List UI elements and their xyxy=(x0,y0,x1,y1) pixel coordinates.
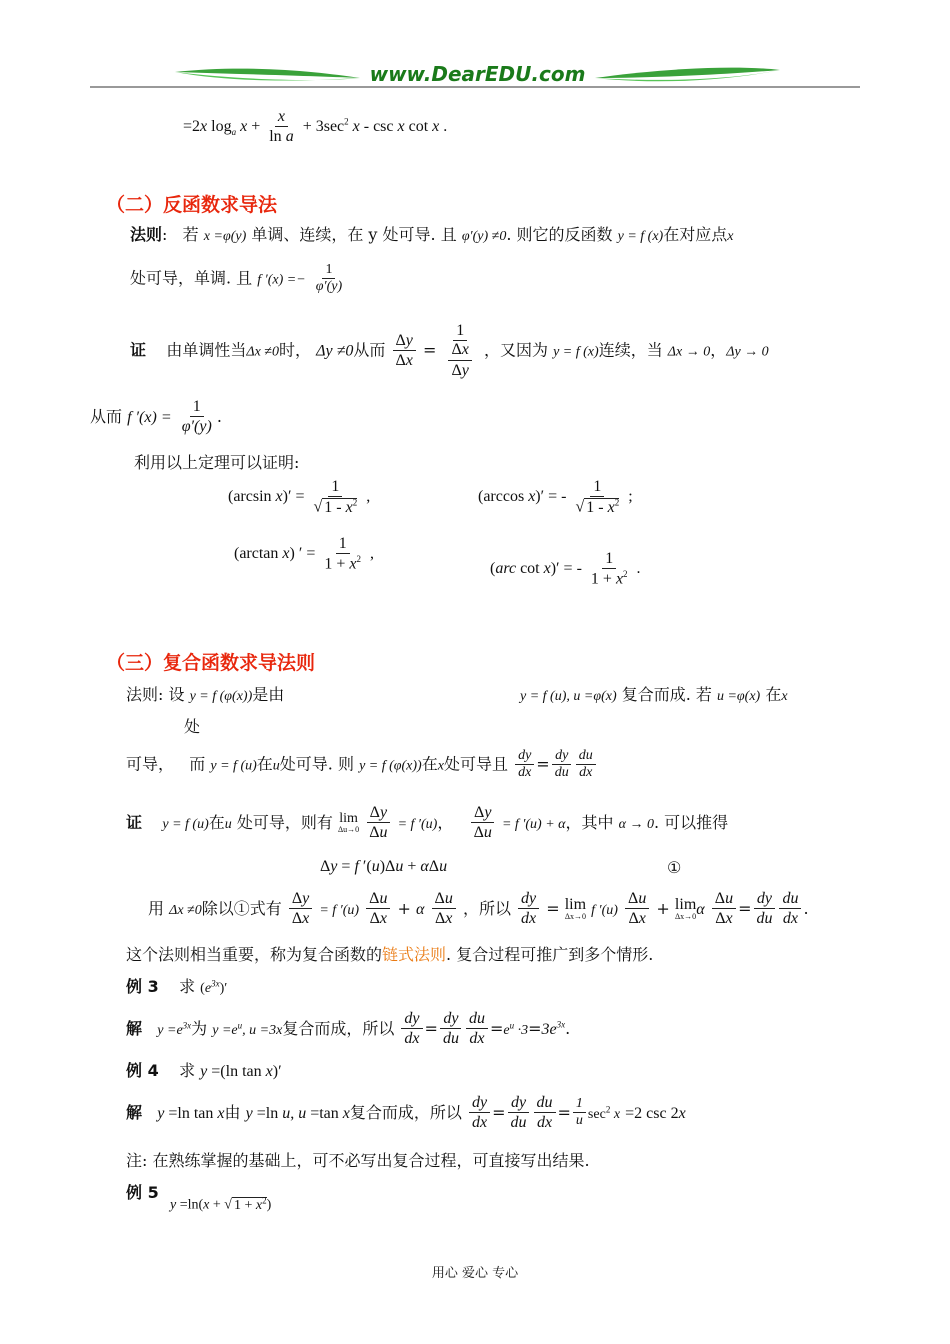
proof-3-line: 证 y = f (u)在u 处可导，则有 lim Δu→0 $\frac{\Delta y}{\Delta u}$ = f ′(u)， $\frac{\Delta y}{\Delta u}$ = f ′(u) + α，其中 α → 0. 可以推得 xyxy=(126,804,729,842)
solution-4: 解 y =ln tan x由 y =ln u, u =tan x复合而成，所以 $\frac{dy}{dx}$ = $\frac{dy}{du}$ $\frac{du}{dx}$ = $\frac{1}{u}$ $\sec^2 x =2$ csc 2x xyxy=(126,1094,686,1132)
chain-rule-paragraph: 这个法则相当重要，称为复合函数的链式法则. 复合过程可推广到多个情形. xyxy=(126,945,654,964)
formula-arccos: (arccos x)′ = - $\frac{1}{√ 1 - x^2}$ ; xyxy=(478,478,633,516)
rule-2-line-1: 法则: 若 x =φ(y) 单调、连续，在 y 处可导. 且 φ′(y) ≠0. 则它的反函数 y = f (x)在对应点x xyxy=(130,225,734,244)
rule-2-label: 法则 xyxy=(130,225,163,244)
note-text: 注: 在熟练掌握的基础上，可不必写出复合过程，可直接写出结果. xyxy=(126,1151,590,1170)
example-3: 例 3 求 $(e^{3x})'$ xyxy=(126,977,228,996)
page-header xyxy=(90,60,860,90)
rule-3-line-1b: y = f (u), u =φ(x) 复合而成. 若 u =φ(x) 在x xyxy=(520,685,788,704)
formula-arctan: (arctan x) ′ = $\frac{1}{1 + x^2}$ , xyxy=(234,535,375,573)
example-5-formula: y =ln(x + √ $1 + x^2$) xyxy=(170,1195,272,1213)
example-5: 例 5 xyxy=(126,1183,159,1202)
proof-2-conclusion: 从而 f ′(x) = $\frac{1}{\varphi'(y)}$ . xyxy=(90,398,222,436)
equation-line-1: =2x $\log_a x$ + $\frac{x}{\text{ln a}}$ + $3\sec^2$ x - csc x cot x . xyxy=(183,108,448,146)
solution-3: 解 $y =e^{3x}$为 $y =e^u$, u =3x复合而成，所以 $\frac{dy}{dx}$ = $\frac{dy}{du}$ $\frac{du}{dx}$ $=e^u \cdot 3=3e^{3x}$. xyxy=(126,1010,571,1048)
example-4: 例 4 求 y =(ln tan x)′ xyxy=(126,1061,282,1080)
rule-3-line-1a: 法则: 设 y = f (φ(x))是由 xyxy=(126,685,285,704)
rule-3-line-2: 可导， 而 y = f (u)在u处可导. 则 y = f (φ(x))在x处可导且 $\frac{dy}{dx}$ = $\frac{dy}{du}$ $\frac{du}{dx}$ xyxy=(126,748,598,782)
division-line: 用 Δx ≠0除以①式有 $\frac{\Delta y}{\Delta x}$ = f ′(u) $\frac{\Delta u}{\Delta x}$ + α $\frac{\Delta u}{\Delta x}$ ，所以 $\frac{dy}{dx}$ = lim Δx→0 f ′(u) $\frac{\Delta u}{\Delta x}$ + lim Δx→0 α $\frac{\Delta u}{\Delta x}$ = $\frac{dy}{du}$ $\frac{du}{dx}$ . xyxy=(148,890,809,928)
page-footer: 用心 爱心 专心 xyxy=(431,1266,519,1281)
proof-3-equation: Δy = f ′(u)Δu + αΔu xyxy=(320,858,448,875)
rule-3-line-1c: 处 xyxy=(184,717,201,736)
corollary-text: 利用以上定理可以证明: xyxy=(134,453,300,472)
site-name: www.DearEDU.com xyxy=(369,62,586,86)
rule-2-line-2: 处可导，单调. 且 f ′(x) =− $\frac{1}{\varphi'(y)}$ xyxy=(130,262,343,295)
section-2-heading: （二）反函数求导法 xyxy=(106,194,278,216)
formula-arcsin: (arcsin x)′ = $\frac{1}{√ 1 - x^2}$ , xyxy=(228,478,371,516)
equation-number-1: ① xyxy=(667,858,682,877)
proof-2-line: 证 由单调性当Δx ≠0时， Δy ≠0从而 $\frac{\Delta y}{\Delta x}$ = $\frac{1}{\frac{\Delta x}{\Delta y}}$ ，又因为 y = f (x)连续，当 Δx → 0，Δy → 0 xyxy=(130,322,769,379)
formula-arccot: (arc cot x)′ = - $\frac{1}{1 + x^2}$ . xyxy=(490,550,641,588)
chain-rule-term: 链式法则 xyxy=(382,945,447,964)
section-3-heading: （三）复合函数求导法则 xyxy=(106,652,316,674)
